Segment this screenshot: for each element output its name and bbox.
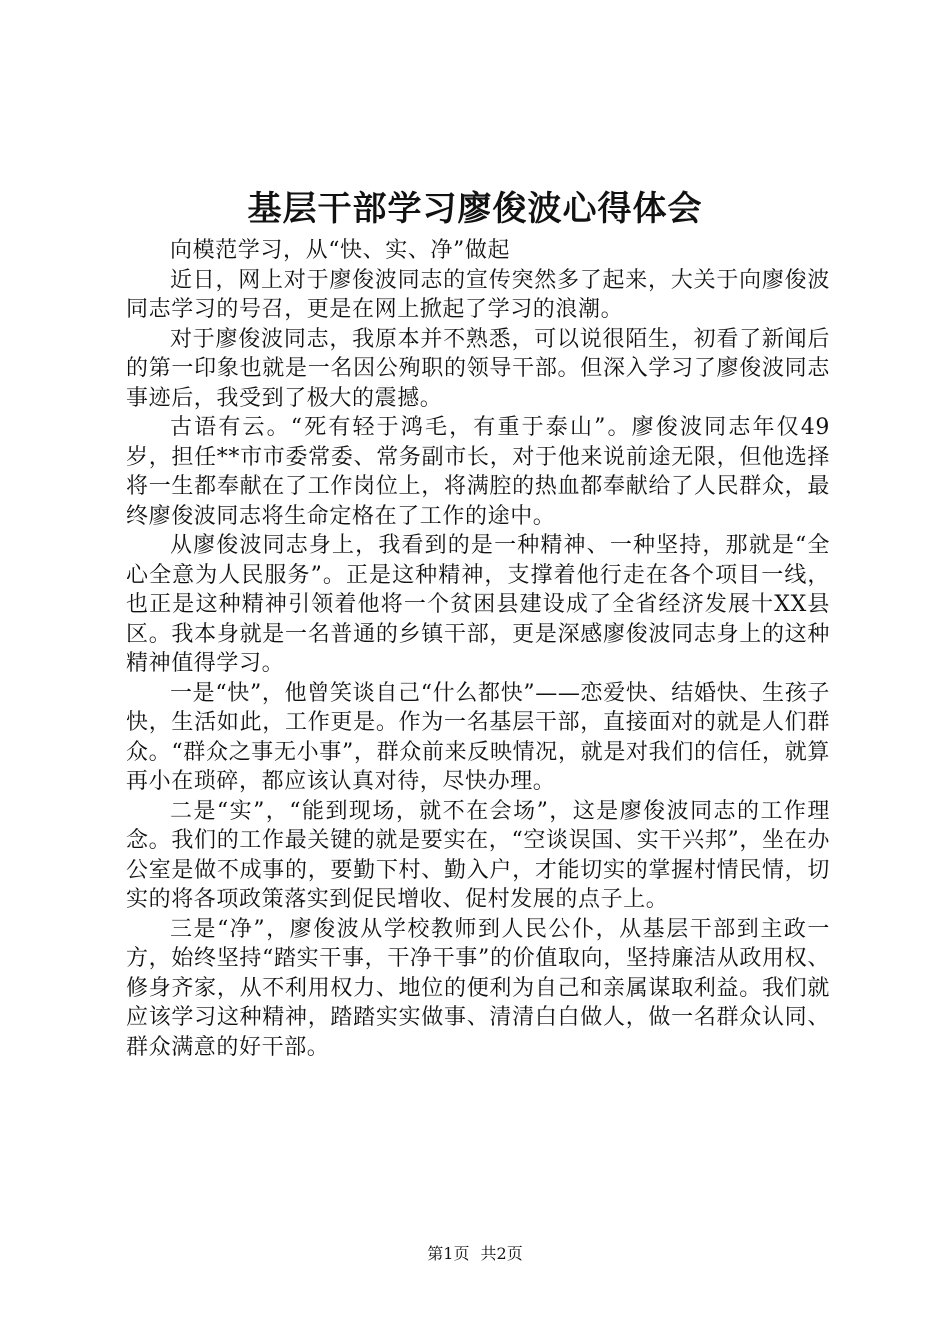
paragraph: 一是“快”，他曾笑谈自己“什么都快”——恋爱快、结婚快、生孩子快，生活如此，工作更是。作为一名基层干部，直接面对的就是人们群众。“群众之事无小事”，群众前来反映情况，就是对我们的信任，就算再小在琐碎，都应该认真对待，尽快办理。 [126,680,830,794]
page-number-total: 共2页 [480,1244,523,1263]
page-number-current: 第1页 [427,1244,470,1263]
paragraph: 三是“净”，廖俊波从学校教师到人民公仆，从基层干部到主政一方，始终坚持“踏实干事，干净干事”的价值取向，坚持廉洁从政用权、修身齐家，从不利用权力、地位的便利为自己和亲属谋取利益。我们就应该学习这种精神，踏踏实实做事、清清白白做人，做一名群众认同、群众满意的好干部。 [126,916,830,1060]
page-footer [0,1244,950,1264]
paragraph: 二是“实”，“能到现场，就不在会场”，这是廖俊波同志的工作理念。我们的工作最关键的就是要实在，“空谈误国、实干兴邦”，坐在办公室是做不成事的，要勤下村、勤入户，才能切实的掌握村情民情，切实的将各项政策落实到促民增收、促村发展的点子上。 [126,798,830,912]
paragraph: 从廖俊波同志身上，我看到的是一种精神、一种坚持，那就是“全心全意为人民服务”。正是这种精神，支撑着他行走在各个项目一线，也正是这种精神引领着他将一个贫困县建设成了全省经济发展十XX县区。我本身就是一名普通的乡镇干部，更是深感廖俊波同志身上的这种精神值得学习。 [126,533,830,676]
paragraph: 古语有云。“死有轻于鸿毛，有重于泰山”。廖俊波同志年仅49岁，担任**市市委常委、常务副市长，对于他来说前途无限，但他选择将一生都奉献在了工作岗位上，将满腔的热血都奉献给了人民群众，最终廖俊波同志将生命定格在了工作的途中。 [126,415,830,529]
paragraph-subtitle: 向模范学习，从“快、实、净”做起 [170,238,511,263]
document-body [126,236,830,1062]
paragraph: 近日，网上对于廖俊波同志的宣传突然多了起来，大关于向廖俊波同志学习的号召，更是在网上掀起了学习的浪潮。 [126,267,830,322]
document-title: 基层干部学习廖俊波心得体会 [247,189,703,229]
paragraph: 对于廖俊波同志，我原本并不熟悉，可以说很陌生，初看了新闻后的第一印象也就是一名因公殉职的领导干部。但深入学习了廖俊波同志事迹后，我受到了极大的震撼。 [126,326,830,411]
